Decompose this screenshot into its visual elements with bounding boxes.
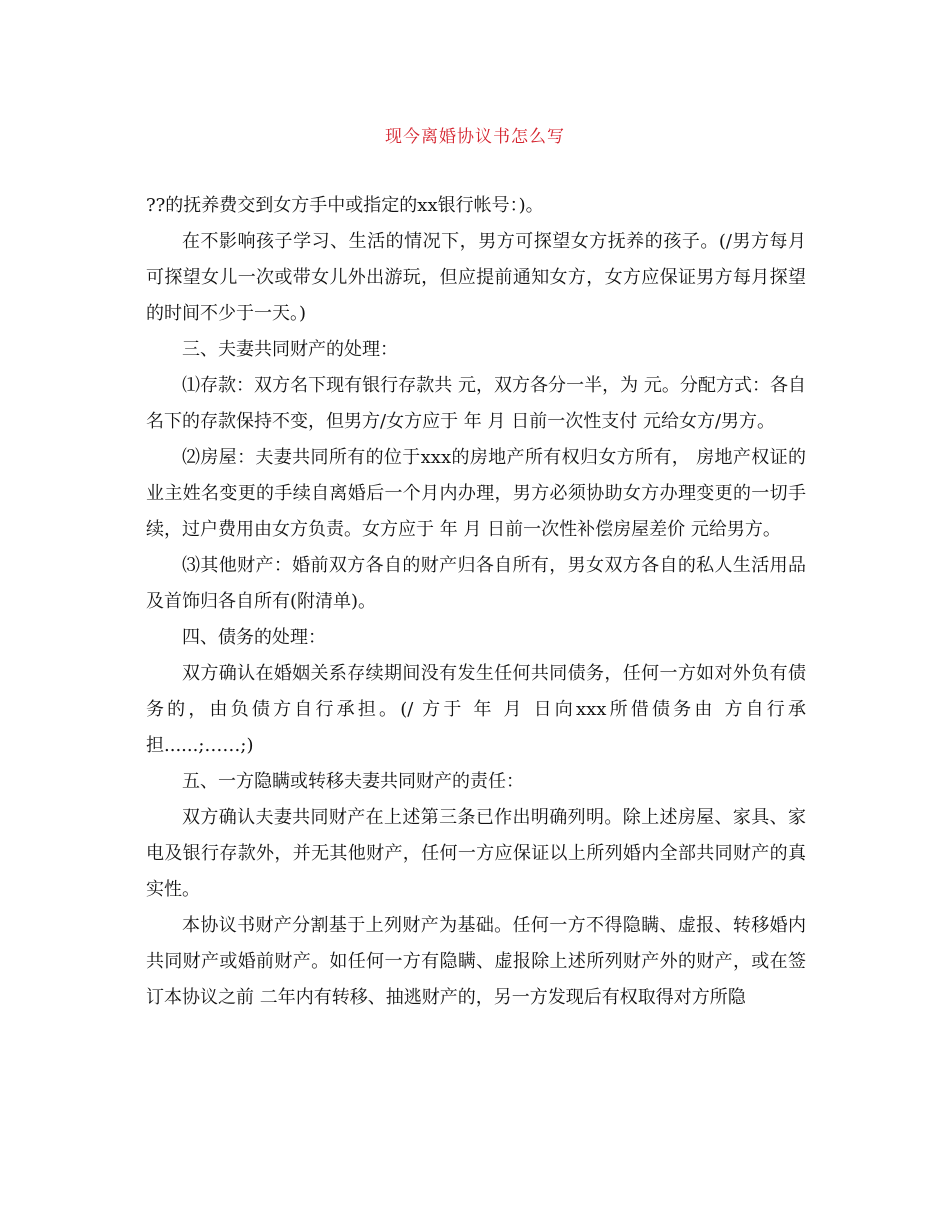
paragraph-savings: ⑴存款：双方名下现有银行存款共 元，双方各分一半，为 元。分配方式：各自名下的存款保持不变，但男方/女方应于 年 月 日前一次性支付 元给女方/男方。 (146, 375, 806, 432)
document-title: 现今离婚协议书怎么写 (385, 127, 565, 147)
paragraph-visitation: 在不影响孩子学习、生活的情况下，男方可探望女方抚养的孩子。(/男方每月可探望女儿一次或带女儿外出游玩，但应提前通知女方，女方应保证男方每月探望的时间不少于一天。) (146, 231, 806, 324)
paragraph-housing: ⑵房屋：夫妻共同所有的位于xxx的房地产所有权归女方所有， 房地产权证的业主姓名变更的手续自离婚后一个月内办理，男方必须协助女方办理变更的一切手续，过户费用由女方负责。女方应于 年 月 日前一次性补偿房屋差价 元给男方。 (146, 447, 806, 540)
section-heading-property: 三、夫妻共同财产的处理： (182, 339, 398, 360)
paragraph-concealment-liability: 本协议书财产分割基于上列财产为基础。任何一方不得隐瞒、虚报、转移婚内共同财产或婚前财产。如任何一方有隐瞒、虚报除上述所列财产外的财产，或在签订本协议之前 二年内有转移、抽逃财产的，另一方发现后有权取得对方所隐 (146, 915, 806, 1008)
paragraph-other-property: ⑶其他财产：婚前双方各自的财产归各自所有，男女双方各自的私人生活用品及首饰归各自所有(附清单)。 (146, 555, 806, 612)
paragraph-debts: 双方确认在婚姻关系存续期间没有发生任何共同债务，任何一方如对外负有债务的，由负债方自行承担。(/ 方于 年 月 日向xxx所借债务由 方自行承担......;……;) (146, 663, 806, 756)
paragraph-child-support: ??的抚养费交到女方手中或指定的xx银行帐号：)。 (146, 195, 544, 216)
paragraph-property-confirmation: 双方确认夫妻共同财产在上述第三条已作出明确列明。除上述房屋、家具、家电及银行存款外，并无其他财产，任何一方应保证以上所列婚内全部共同财产的真实性。 (146, 807, 806, 900)
document-body (146, 188, 806, 1016)
section-heading-concealment: 五、一方隐瞒或转移夫妻共同财产的责任： (182, 771, 524, 792)
section-heading-debts: 四、债务的处理： (182, 627, 326, 648)
